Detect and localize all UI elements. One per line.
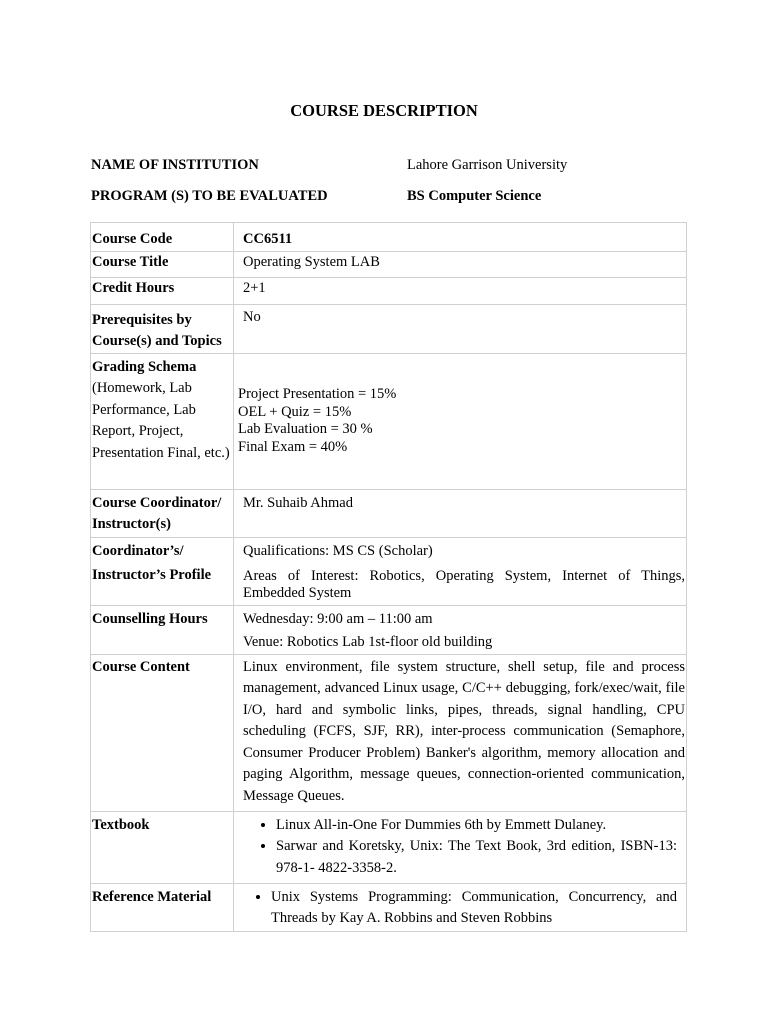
row-counselling xyxy=(91,605,687,654)
coordinator-value: Mr. Suhaib Ahmad xyxy=(234,489,687,537)
counselling-time: Wednesday: 9:00 am – 11:00 am xyxy=(243,610,433,627)
row-credit-hours xyxy=(91,277,687,304)
textbook-label: Textbook xyxy=(91,811,234,883)
institution-value: Lahore Garrison University xyxy=(407,157,568,173)
program-value: BS Computer Science xyxy=(407,188,542,204)
program-label: PROGRAM (S) TO BE EVALUATED xyxy=(91,188,328,204)
row-textbook xyxy=(91,811,687,883)
content-text: Linux environment, file system structure, shell setup, file and process management, advanced Linux usage, C/C++ debugging, fork/exec/wait, file I/O, hard and symbolic links, pipes, threads, signal handling, CPU scheduling (FCFS, SJF, RR), inter-process communication (Semaphore, Consumer Producer Problem) Banker's algorithm, memory allocation and paging Algorithm, message queues, connection-oriented communication, Message Queues. xyxy=(234,654,687,811)
grading-label xyxy=(91,353,234,489)
course-title-value: Operating System LAB xyxy=(234,251,687,277)
reference-item: • Unix Systems Programming: Communication, Concurrency, and Threads by Kay A. Robbins and Steven Robbins xyxy=(271,887,685,930)
textbook-item: • Sarwar and Koretsky, Unix: The Text Book, 3rd edition, ISBN-13: 978-1- 4822-3358-2. xyxy=(276,836,685,879)
course-code-value: CC6511 xyxy=(234,223,687,252)
row-course-title xyxy=(91,251,687,277)
row-prerequisites xyxy=(91,304,687,353)
reference-label: Reference Material xyxy=(91,883,234,931)
prerequisites-label: Prerequisites by Course(s) and Topics xyxy=(91,304,234,353)
document-title: COURSE DESCRIPTION xyxy=(290,101,478,120)
profile-label-line: Instructor’s Profile xyxy=(92,567,212,583)
counselling-label: Counselling Hours xyxy=(91,605,234,654)
row-coordinator xyxy=(91,489,687,537)
grading-value xyxy=(234,353,687,489)
credit-hours-value: 2+1 xyxy=(234,277,687,304)
grading-label-title: Grading Schema xyxy=(92,358,197,375)
textbook-value xyxy=(234,811,687,883)
profile-value xyxy=(234,537,687,605)
institution-label: NAME OF INSTITUTION xyxy=(91,157,259,173)
row-content xyxy=(91,654,687,811)
row-grading xyxy=(91,353,687,489)
coordinator-label: Course Coordinator/ Instructor(s) xyxy=(91,489,234,537)
course-table xyxy=(90,222,687,932)
row-profile xyxy=(91,537,687,605)
course-code-label: Course Code xyxy=(91,223,234,252)
grading-line: Project Presentation = 15% xyxy=(238,386,397,402)
content-label: Course Content xyxy=(91,654,234,811)
credit-hours-label: Credit Hours xyxy=(91,277,234,304)
row-reference xyxy=(91,883,687,931)
course-title-label: Course Title xyxy=(91,251,234,277)
counselling-venue: Venue: Robotics Lab 1st-floor old building xyxy=(243,634,493,650)
qualifications-text: Qualifications: MS CS (Scholar) xyxy=(243,542,433,559)
counselling-value xyxy=(234,605,687,654)
profile-label-line: Coordinator’s/ xyxy=(92,542,184,559)
grading-label-detail: (Homework, Lab Performance, Lab Report, Project, Presentation Final, etc.) xyxy=(92,380,230,461)
grading-line: Lab Evaluation = 30 % xyxy=(238,421,373,437)
grading-line: Final Exam = 40% xyxy=(238,438,348,455)
row-course-code xyxy=(91,223,687,252)
interests-text: Areas of Interest: Robotics, Operating System, Internet of Things, Embedded System xyxy=(243,568,685,601)
textbook-item: • Linux All-in-One For Dummies 6th by Emmett Dulaney. xyxy=(276,815,685,837)
prerequisites-value: No xyxy=(234,304,687,353)
profile-label xyxy=(91,537,234,605)
grading-line: OEL + Quiz = 15% xyxy=(238,403,352,420)
reference-list xyxy=(235,887,685,930)
textbook-list xyxy=(235,815,685,880)
reference-value xyxy=(234,883,687,931)
